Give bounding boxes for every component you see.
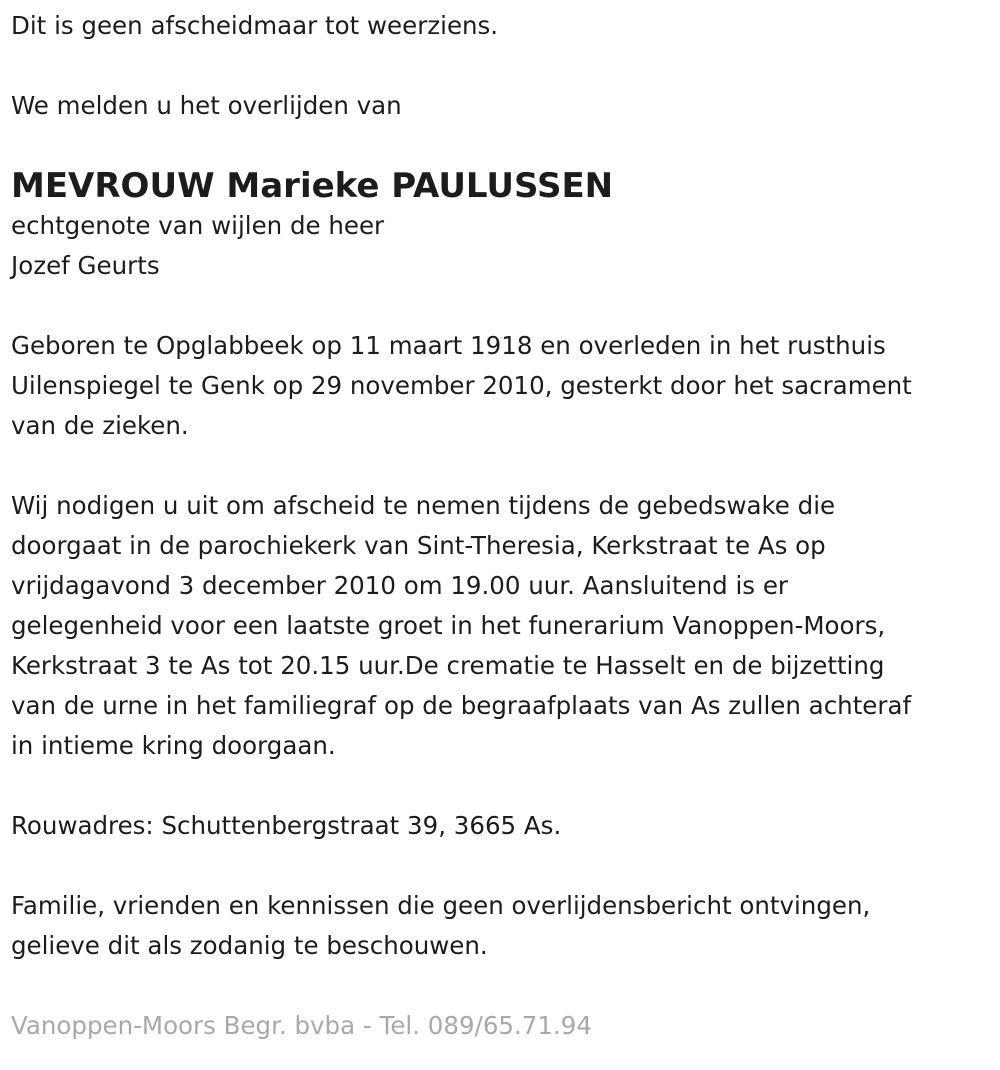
invitation-line: Wij nodigen u uit om afscheid te nemen tijdens de gebedswake die [11,491,836,520]
invitation-line: Kerkstraat 3 te As tot 20.15 uur.De crematie te Hasselt en de bijzetting [11,651,885,680]
mourning-address: Rouwadres: Schuttenbergstraat 39, 3665 As. [11,811,562,840]
invitation-line: gelegenheid voor een laatste groet in het funerarium Vanoppen-Moors, [11,611,886,640]
family-line: Familie, vrienden en kennissen die geen overlijdensbericht ontvingen, [11,891,871,920]
deceased-name: MEVROUW Marieke PAULUSSEN [11,166,614,206]
birth-death-line: van de zieken. [11,411,189,440]
spouse-line: echtgenote van wijlen de heer [11,211,385,240]
announcement-line: We melden u het overlijden van [11,91,402,120]
invitation-line: doorgaat in de parochiekerk van Sint-Theresia, Kerkstraat te As op [11,531,826,560]
invitation-line: van de urne in het familiegraf op de begraafplaats van As zullen achteraf [11,691,912,720]
invitation-line: vrijdagavond 3 december 2010 om 19.00 uur. Aansluitend is er [11,571,788,600]
death-notice [11,6,991,1046]
family-line: gelieve dit als zodanig te beschouwen. [11,931,488,960]
birth-death-line: Geboren te Opglabbeek op 11 maart 1918 en overleden in het rusthuis [11,331,886,360]
invitation-line: in intieme kring doorgaan. [11,731,336,760]
birth-death-line: Uilenspiegel te Genk op 29 november 2010, gesterkt door het sacrament [11,371,912,400]
funeral-home-footer: Vanoppen-Moors Begr. bvba - Tel. 089/65.71.94 [11,1011,592,1040]
spouse-line: Jozef Geurts [11,251,160,280]
opening-line: Dit is geen afscheidmaar tot weerziens. [11,11,499,40]
